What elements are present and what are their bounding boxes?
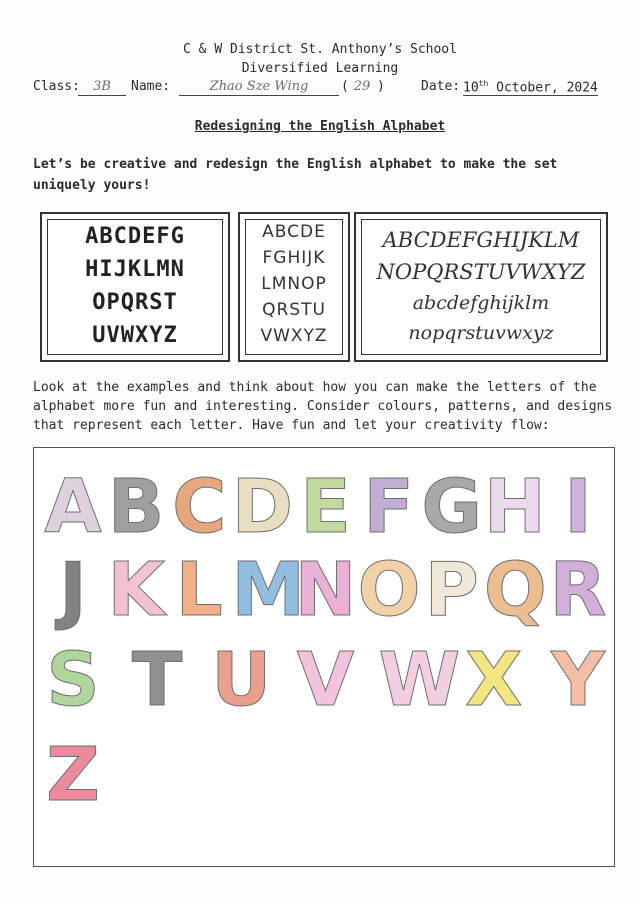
drawn-letter-c: C (172, 464, 227, 550)
drawn-letter-j: J (59, 547, 87, 633)
example-3-row: NOPQRSTUVWXYZ (376, 260, 586, 284)
class-field[interactable]: 3B (78, 79, 126, 96)
example-1-row: HIJKLMN (85, 257, 185, 282)
date-day: 10 (463, 80, 479, 96)
drawn-letter-k: K (107, 547, 165, 633)
drawn-letter-u: U (211, 637, 272, 723)
date-field[interactable] (463, 79, 598, 96)
drawn-letter-a: A (44, 464, 102, 550)
name-field[interactable]: Zhao Sze Wing (179, 79, 339, 96)
example-font-box-3 (354, 212, 608, 362)
drawn-letter-l: L (175, 547, 223, 633)
class-number-close: ) (377, 79, 385, 94)
drawn-letter-f: F (363, 464, 414, 550)
example-2-row: VWXYZ (260, 326, 328, 346)
drawn-letter-s: S (46, 637, 100, 723)
worksheet-title: Redesigning the English Alphabet (194, 119, 446, 134)
drawn-letter-i: I (564, 464, 592, 550)
drawn-letter-p: P (424, 547, 479, 633)
example-2-row: FGHIJK (262, 248, 326, 268)
instruction-intro: Let’s be creative and redesign the English alphabet to make the set uniquely yours! (33, 157, 558, 193)
example-font-box-2 (238, 212, 350, 362)
drawn-letter-o: O (357, 547, 421, 633)
instruction-design: Look at the examples and think about how you can make the letters of the alphabet more fun and interesting. Consider colours, patterns, and designs that represent each letter. Have fun and let your creativity flow: (33, 380, 613, 433)
class-number-open: ( (341, 79, 349, 94)
drawing-area[interactable] (33, 447, 615, 867)
date-label: Date: (421, 79, 461, 94)
drawn-letter-m: M (231, 547, 306, 633)
example-2-row: ABCDE (262, 222, 326, 242)
drawn-letter-b: B (107, 464, 165, 550)
student-info-line (33, 79, 608, 101)
drawn-letter-v: V (296, 637, 355, 723)
drawn-letter-d: D (231, 464, 294, 550)
drawn-letter-r: R (549, 547, 607, 633)
drawn-letter-t: T (131, 637, 183, 723)
drawn-letter-x: X (465, 637, 523, 723)
example-font-box-3-inner (361, 219, 601, 355)
drawn-letter-w: W (378, 637, 461, 723)
drawn-letter-y: Y (551, 637, 605, 723)
example-2-row: QRSTU (262, 300, 326, 320)
example-font-box-2-inner (245, 219, 343, 355)
example-2-row: LMNOP (261, 274, 327, 294)
example-font-box-1 (40, 212, 230, 362)
drawn-letter-g: G (421, 464, 483, 550)
class-label: Class: (33, 79, 80, 94)
example-1-row: UVWXYZ (92, 323, 178, 348)
school-name: C & W District St. Anthony’s School (183, 42, 457, 57)
date-suffix: th (478, 79, 489, 88)
date-rest: October, 2024 (488, 80, 598, 96)
example-1-row: OPQRST (92, 290, 178, 315)
example-3-row: nopqrstuvwxyz (408, 322, 554, 344)
example-font-box-1-inner (47, 219, 223, 355)
drawn-letter-e: E (300, 464, 351, 550)
subject-name: Diversified Learning (241, 61, 399, 76)
name-label: Name: (131, 79, 171, 94)
drawn-letter-q: Q (483, 547, 547, 633)
drawn-letter-n: N (294, 547, 357, 633)
drawn-letter-h: H (483, 464, 546, 550)
example-1-row: ABCDEFG (85, 224, 185, 249)
example-3-row: ABCDEFGHIJKLM (382, 228, 580, 252)
class-number-field[interactable]: 29 (353, 79, 371, 94)
drawn-letter-z: Z (46, 732, 100, 818)
example-3-row: abcdefghijklm (412, 292, 550, 314)
